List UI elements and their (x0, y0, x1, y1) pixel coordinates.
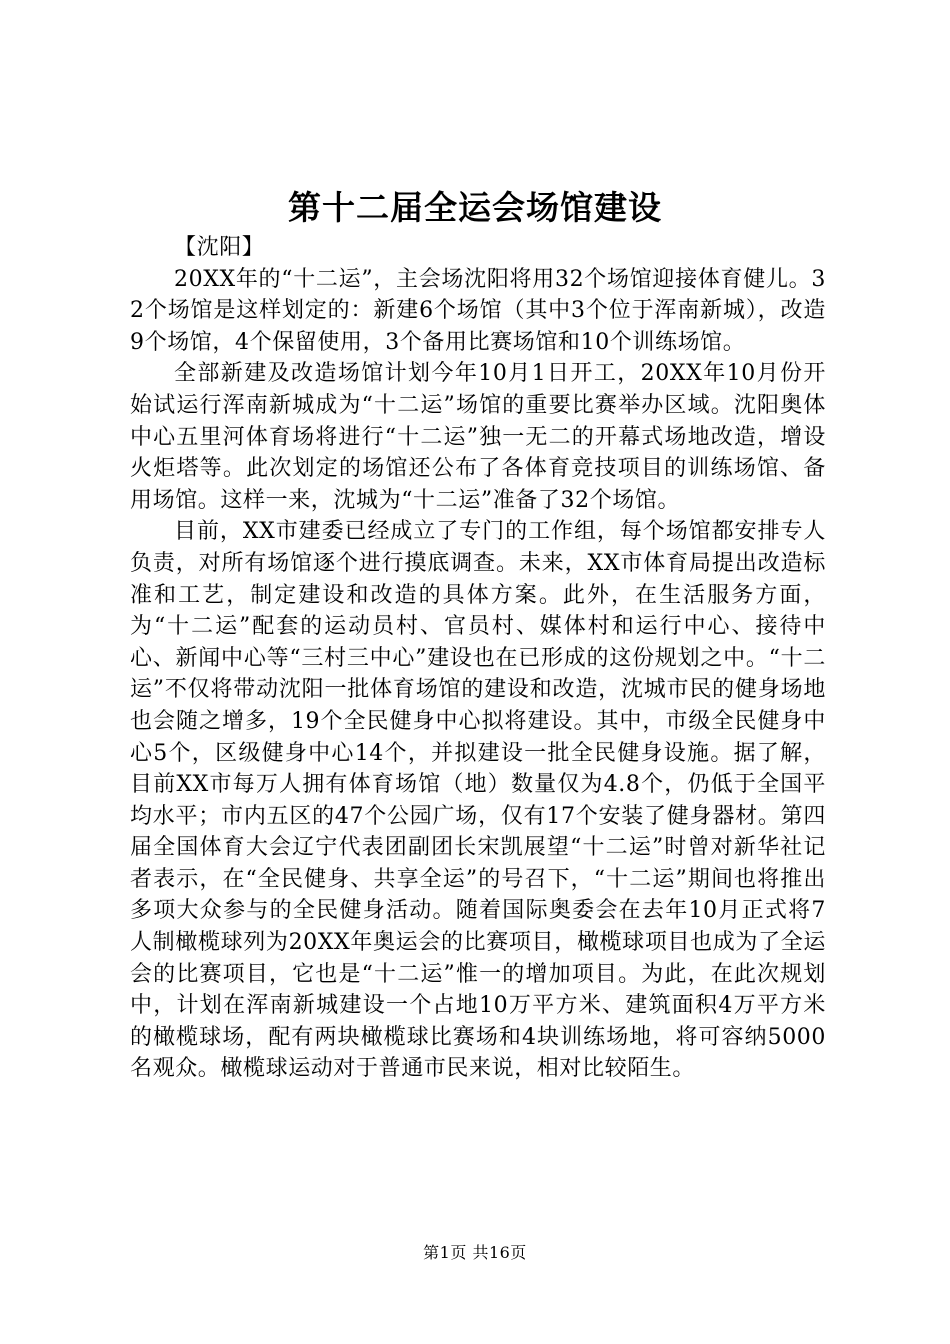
document-body (130, 232, 826, 1085)
body-paragraph: 20XX年的“十二运”，主会场沈阳将用32个场馆迎接体育健儿。32个场馆是这样划定的：新建6个场馆（其中3个位于浑南新城），改造9个场馆，4个保留使用，3个备用比赛场馆和10个训练场馆。 (130, 266, 826, 355)
body-paragraph: 全部新建及改造场馆计划今年10月1日开工，20XX年10月份开始试运行浑南新城成为“十二运”场馆的重要比赛举办区域。沈阳奥体中心五里河体育场将进行“十二运”独一无二的开幕式场地改造，增设火炬塔等。此次划定的场馆还公布了各体育竞技项目的训练场馆、备用场馆。这样一来，沈城为“十二运”准备了32个场馆。 (130, 361, 826, 513)
document-title: 第十二届全运会场馆建设 (288, 188, 662, 227)
location-tag: 【沈阳】 (174, 235, 265, 260)
body-paragraph: 目前，XX市建委已经成立了专门的工作组，每个场馆都安排专人负责，对所有场馆逐个进行摸底调查。未来，XX市体育局提出改造标准和工艺，制定建设和改造的具体方案。此外，在生活服务方面，为“十二运”配套的运动员村、官员村、媒体村和运行中心、接待中心、新闻中心等“三村三中心”建设也在已形成的这份规划之中。“十二运”不仅将带动沈阳一批体育场馆的建设和改造，沈城市民的健身场地也会随之增多，19个全民健身中心拟将建设。其中，市级全民健身中心5个，区级健身中心14个，并拟建设一批全民健身设施。据了解，目前XX市每万人拥有体育场馆（地）数量仅为4.8个，仍低于全国平均水平；市内五区的47个公园广场，仅有17个安装了健身器材。第四届全国体育大会辽宁代表团副团长宋凯展望“十二运”时曾对新华社记者表示，在“全民健身、共享全运”的号召下，“十二运”期间也将推出多项大众参与的全民健身活动。随着国际奥委会在去年10月正式将7人制橄榄球列为20XX年奥运会的比赛项目，橄榄球项目也成为了全运会的比赛项目，它也是“十二运”惟一的增加项目。为此，在此次规划中，计划在浑南新城建设一个占地10万平方米、建筑面积4万平方米的橄榄球场，配有两块橄榄球比赛场和4块训练场地，将可容纳5000名观众。橄榄球运动对于普通市民来说，相对比较陌生。 (130, 519, 826, 1082)
page-number-footer: 第1页 共16页 (423, 1243, 527, 1262)
